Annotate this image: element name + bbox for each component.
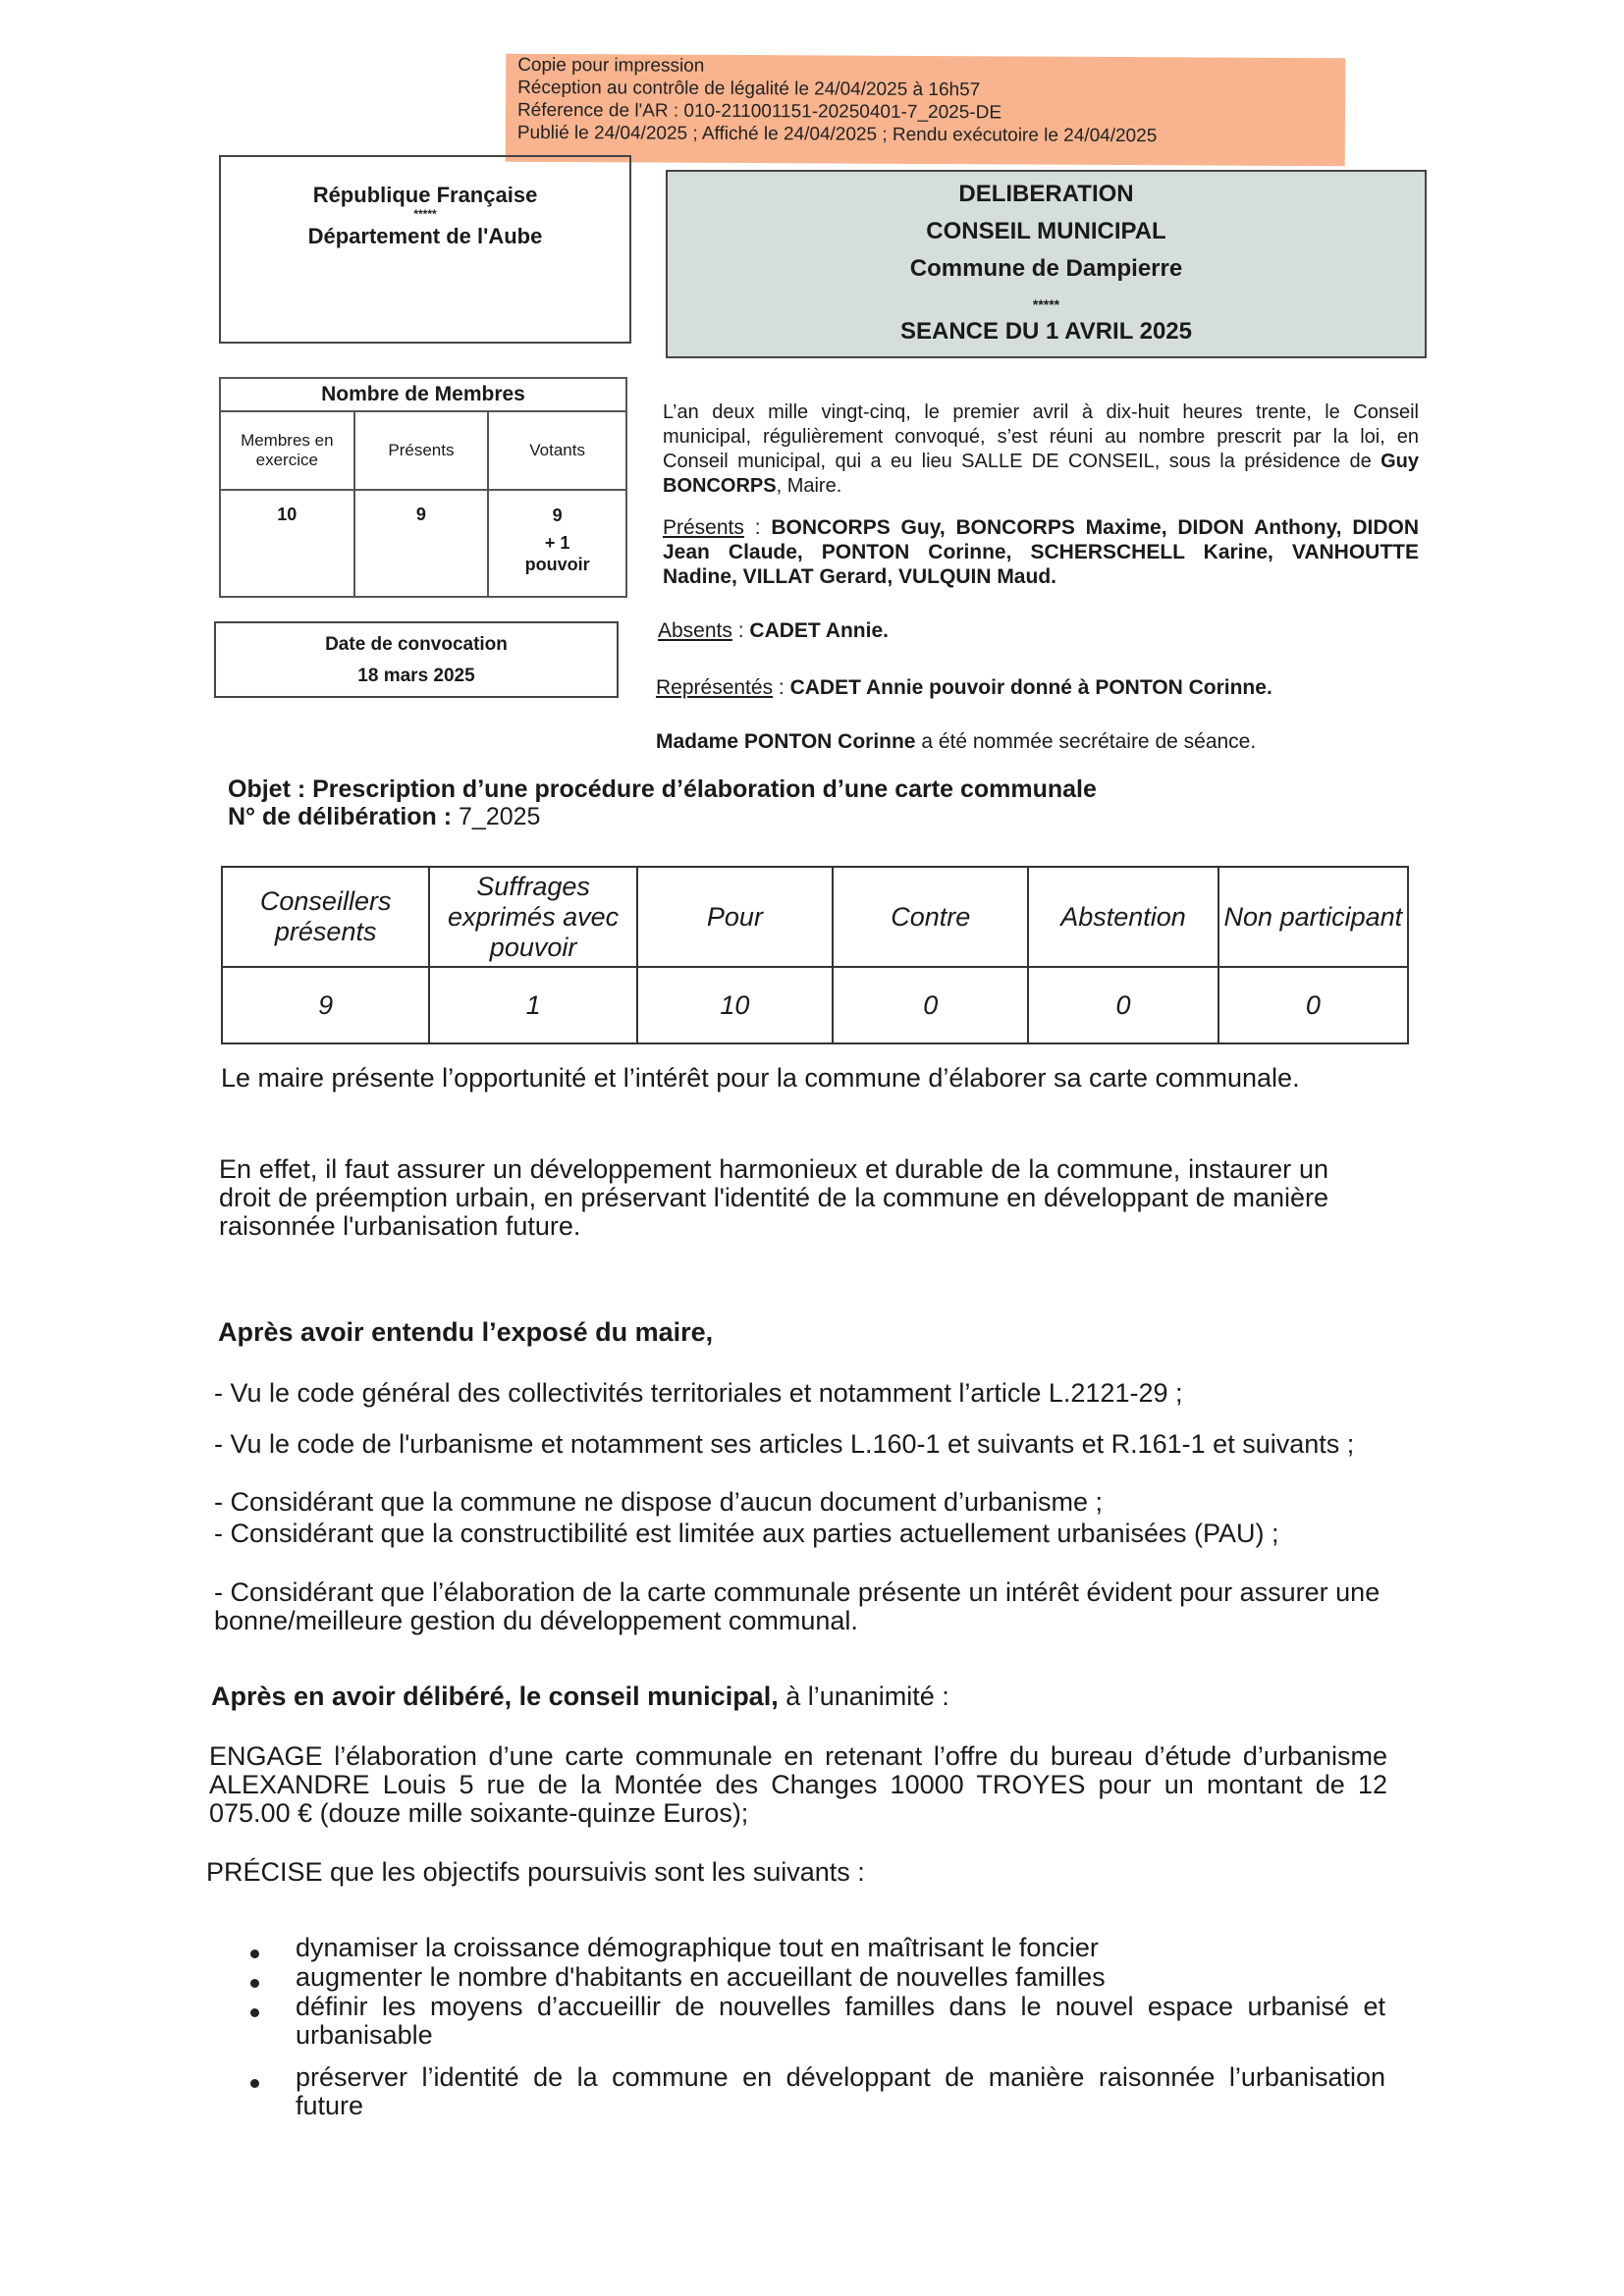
department-label: Département de l'Aube — [307, 224, 543, 248]
members-col-votants: Votants — [488, 411, 626, 490]
header-left-box — [219, 155, 631, 344]
intro-suffix: , Maire. — [776, 475, 842, 497]
presents-label: Présents — [663, 516, 744, 539]
heading-expose: Après avoir entendu l’exposé du maire, — [218, 1317, 714, 1347]
representes-sep: : — [773, 676, 790, 699]
votes-header-abstention: Abstention — [1028, 867, 1218, 967]
considerant-3: - Considérant que l’élaboration de la carte communale présente un intérêt évident pour assurer une bonne/meilleure gestion du développement communal. — [214, 1577, 1380, 1635]
heading-delibere-bold: Après en avoir délibéré, le conseil municipal, — [211, 1682, 779, 1711]
objective-1: dynamiser la croissance démographique tout en maîtrisant le foncier — [296, 1933, 1099, 1962]
president-name: Guy BONCORPS — [663, 451, 1419, 497]
absents-label: Absents — [658, 619, 732, 642]
members-val-presents: 9 — [354, 490, 489, 597]
stamp-line-1: Copie pour impression — [517, 54, 705, 77]
secretaire-paragraph — [656, 729, 1422, 754]
stamp-line-2: Réception au contrôle de légalité le 24/04/2025 à 16h57 — [517, 77, 981, 101]
stamp-line-4: Publié le 24/04/2025 ; Affiché le 24/04/2025 ; Rendu exécutoire le 24/04/2025 — [516, 122, 1158, 147]
stamp-line-3: Réference de l'AR : 010-211001151-20250401-7_2025-DE — [516, 99, 1002, 124]
objet-block — [228, 775, 1308, 830]
paragraph-1: Le maire présente l’opportunité et l’intérêt pour la commune d’élaborer sa carte communale. — [221, 1063, 1300, 1093]
votes-header-non-participant: Non participant — [1218, 867, 1408, 967]
header-right-box — [666, 170, 1427, 358]
bullet-icon — [250, 1979, 259, 1988]
votes-value-pour: 10 — [637, 967, 833, 1043]
votes-header-suffrages: Suffrages exprimés avec pouvoir — [429, 867, 636, 967]
convocation-date: 18 mars 2025 — [357, 666, 475, 686]
votes-value-abstention: 0 — [1028, 967, 1218, 1043]
votes-value-non-participant: 0 — [1218, 967, 1408, 1043]
votes-header-contre: Contre — [833, 867, 1028, 967]
heading-delibere-suffix: à l’unanimité : — [778, 1682, 949, 1711]
absents-paragraph — [658, 618, 1414, 643]
republic-label: République Française — [312, 183, 538, 207]
members-val-votants — [488, 490, 626, 597]
votes-header-pour: Pour — [637, 867, 833, 967]
votants-extra: + 1 — [544, 533, 570, 553]
header-stars: ***** — [1032, 296, 1060, 312]
commune-title: Commune de Dampierre — [909, 255, 1183, 282]
secretaire-name: Madame PONTON Corinne — [656, 730, 916, 753]
absents-names: CADET Annie. — [749, 619, 889, 642]
objective-2: augmenter le nombre d'habitants en accueillant de nouvelles familles — [296, 1962, 1106, 1992]
secretaire-text: a été nommée secrétaire de séance. — [915, 730, 1257, 753]
considerant-1: - Considérant que la commune ne dispose d’aucun document d’urbanisme ; — [214, 1487, 1104, 1517]
legality-stamp — [506, 54, 1346, 166]
intro-text: L’an deux mille vingt-cinq, le premier avril à dix-huit heures trente, le Conseil municipal, régulièrement convoqué, s’est réuni au nombre prescrit par la loi, en Conseil municipal, qui a eu lieu SALLE DE CONSEIL, sous la présidence de — [663, 401, 1419, 472]
precise-paragraph: PRÉCISE que les objectifs poursuivis sont les suivants : — [206, 1857, 865, 1887]
absents-sep: : — [731, 619, 750, 642]
bullet-icon — [250, 2079, 259, 2088]
votes-value-contre: 0 — [833, 967, 1028, 1043]
deliberation-title: DELIBERATION — [958, 181, 1134, 207]
members-col-presents: Présents — [354, 411, 489, 490]
deliberation-number: 7_2025 — [459, 803, 541, 830]
bullet-icon — [250, 1949, 259, 1958]
votes-table — [221, 866, 1409, 1044]
seance-date: SEANCE DU 1 AVRIL 2025 — [900, 318, 1192, 345]
presents-names: BONCORPS Guy, BONCORPS Maxime, DIDON Anthony, DIDON Jean Claude, PONTON Corinne, SCHERSCHELL Karine, VANHOUTTE Nadine, VILLAT Gerard, VULQUIN Maud. — [663, 516, 1419, 588]
republic-stars: ***** — [413, 207, 437, 221]
convocation-box — [214, 621, 619, 698]
presents-sep: : — [743, 516, 772, 539]
objective-3: définir les moyens d’accueillir de nouvelles familles dans le nouvel espace urbanisé et urbanisable — [296, 1992, 1385, 2050]
intro-paragraph — [663, 400, 1419, 499]
representes-names: CADET Annie pouvoir donné à PONTON Corinne. — [789, 676, 1272, 699]
objective-4: préserver l’identité de la commune en développant de manière raisonnée l’urbanisation future — [296, 2062, 1385, 2120]
vu-cgct: - Vu le code général des collectivités territoriales et notamment l’article L.2121-29 ; — [214, 1378, 1183, 1408]
members-val-exercice: 10 — [220, 490, 354, 597]
paragraph-2: En effet, il faut assurer un développement harmonieux et durable de la commune, instaurer un droit de préemption urbain, en préservant l'identité de la commune en développant de manière raisonnée l'urbanisation future. — [219, 1154, 1328, 1241]
heading-delibere — [211, 1682, 1389, 1711]
representes-paragraph — [656, 675, 1422, 700]
objet-title: Objet : Prescription d’une procédure d’élaboration d’une carte communale — [228, 775, 1097, 803]
members-table — [219, 377, 627, 598]
votants-pouvoir: pouvoir — [524, 555, 590, 574]
votes-value-suffrages: 1 — [429, 967, 636, 1043]
convocation-label: Date de convocation — [325, 634, 508, 655]
members-col-exercice: Membres en exercice — [220, 411, 354, 490]
bullet-icon — [250, 2008, 259, 2017]
deliberation-number-label: N° de délibération : — [228, 803, 460, 830]
votants-value: 9 — [552, 506, 563, 525]
votes-value-presents: 9 — [222, 967, 429, 1043]
vu-urbanisme: - Vu le code de l'urbanisme et notamment ses articles L.160-1 et suivants et R.161-1 et suivants ; — [214, 1429, 1355, 1459]
engage-paragraph: ENGAGE l’élaboration d’une carte communale en retenant l’offre du bureau d’étude d’urbanisme ALEXANDRE Louis 5 rue de la Montée des Changes 10000 TROYES pour un montant de 12 075.00 € (douze mille soixante-quinze Euros); — [209, 1741, 1387, 1828]
presents-paragraph — [663, 515, 1419, 589]
members-title: Nombre de Membres — [220, 378, 626, 411]
council-title: CONSEIL MUNICIPAL — [926, 218, 1166, 244]
considerant-2: - Considérant que la constructibilité est limitée aux parties actuellement urbanisées (PAU) ; — [214, 1519, 1279, 1548]
representes-label: Représentés — [656, 676, 774, 699]
votes-header-presents: Conseillers présents — [222, 867, 429, 967]
